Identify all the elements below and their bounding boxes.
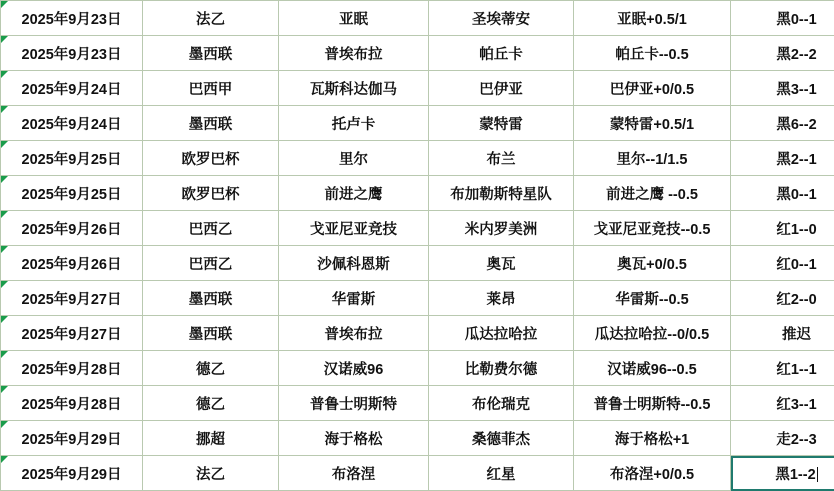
cell-result: 红0--1: [731, 246, 834, 281]
cell-handicap: 亚眠+0.5/1: [574, 1, 731, 36]
cell-result: 走2--3: [731, 421, 834, 456]
cell-result: 黑0--1: [731, 1, 834, 36]
cell-handicap: 巴伊亚+0/0.5: [574, 71, 731, 106]
cell-away-team: 红星: [429, 456, 574, 491]
cell-result: 黑2--2: [731, 36, 834, 71]
cell-result: 黑0--1: [731, 176, 834, 211]
cell-result: 红1--0: [731, 211, 834, 246]
table-row[interactable]: [1, 316, 834, 351]
cell-league: 巴西乙: [143, 246, 279, 281]
cell-home-team: 普埃布拉: [279, 316, 429, 351]
cell-result: 红2--0: [731, 281, 834, 316]
table-row[interactable]: [1, 421, 834, 456]
text-caret: [817, 467, 818, 482]
table-row[interactable]: [1, 1, 834, 36]
table-row[interactable]: [1, 281, 834, 316]
cell-handicap: 里尔--1/1.5: [574, 141, 731, 176]
table-body: [1, 1, 834, 491]
cell-date: 2025年9月28日: [1, 351, 143, 386]
cell-result: 红1--1: [731, 351, 834, 386]
cell-away-team: 布兰: [429, 141, 574, 176]
cell-home-team: 瓦斯科达伽马: [279, 71, 429, 106]
cell-away-team: 帕丘卡: [429, 36, 574, 71]
cell-date: 2025年9月27日: [1, 316, 143, 351]
cell-handicap: 奥瓦+0/0.5: [574, 246, 731, 281]
cell-result: 黑2--1: [731, 141, 834, 176]
table-row[interactable]: [1, 211, 834, 246]
cell-league: 欧罗巴杯: [143, 141, 279, 176]
cell-league: 墨西联: [143, 316, 279, 351]
cell-league: 墨西联: [143, 106, 279, 141]
cell-home-team: 布洛涅: [279, 456, 429, 491]
cell-away-team: 莱昂: [429, 281, 574, 316]
cell-handicap: 汉诺威96--0.5: [574, 351, 731, 386]
cell-home-team: 戈亚尼亚竞技: [279, 211, 429, 246]
cell-handicap: 戈亚尼亚竞技--0.5: [574, 211, 731, 246]
table-row[interactable]: [1, 71, 834, 106]
cell-home-team: 华雷斯: [279, 281, 429, 316]
cell-away-team: 米内罗美洲: [429, 211, 574, 246]
cell-result: 红3--1: [731, 386, 834, 421]
cell-handicap: 瓜达拉哈拉--0/0.5: [574, 316, 731, 351]
cell-league: 德乙: [143, 386, 279, 421]
cell-away-team: 比勒费尔德: [429, 351, 574, 386]
table-row[interactable]: [1, 246, 834, 281]
cell-league: 巴西乙: [143, 211, 279, 246]
cell-date: 2025年9月23日: [1, 36, 143, 71]
cell-date: 2025年9月24日: [1, 71, 143, 106]
cell-date: 2025年9月24日: [1, 106, 143, 141]
cell-home-team: 里尔: [279, 141, 429, 176]
cell-date: 2025年9月29日: [1, 456, 143, 491]
cell-home-team: 沙佩科恩斯: [279, 246, 429, 281]
table-row[interactable]: [1, 36, 834, 71]
cell-away-team: 瓜达拉哈拉: [429, 316, 574, 351]
cell-date: 2025年9月27日: [1, 281, 143, 316]
cell-league: 墨西联: [143, 281, 279, 316]
table-row[interactable]: [1, 176, 834, 211]
table-row[interactable]: [1, 456, 834, 491]
cell-league: 法乙: [143, 456, 279, 491]
cell-away-team: 圣埃蒂安: [429, 1, 574, 36]
cell-handicap: 华雷斯--0.5: [574, 281, 731, 316]
cell-home-team: 汉诺威96: [279, 351, 429, 386]
table-row[interactable]: [1, 351, 834, 386]
cell-away-team: 布加勒斯特星队: [429, 176, 574, 211]
cell-home-team: 普埃布拉: [279, 36, 429, 71]
cell-result: 黑3--1: [731, 71, 834, 106]
cell-home-team: 托卢卡: [279, 106, 429, 141]
cell-league: 法乙: [143, 1, 279, 36]
cell-handicap: 蒙特雷+0.5/1: [574, 106, 731, 141]
table-row[interactable]: [1, 106, 834, 141]
cell-home-team: 前进之鹰: [279, 176, 429, 211]
cell-date: 2025年9月25日: [1, 141, 143, 176]
cell-result: 黑1--2: [731, 456, 834, 491]
cell-away-team: 布伦瑞克: [429, 386, 574, 421]
cell-league: 欧罗巴杯: [143, 176, 279, 211]
cell-result: 黑6--2: [731, 106, 834, 141]
cell-away-team: 桑德菲杰: [429, 421, 574, 456]
cell-date: 2025年9月26日: [1, 211, 143, 246]
cell-date: 2025年9月26日: [1, 246, 143, 281]
cell-date: 2025年9月28日: [1, 386, 143, 421]
cell-away-team: 奥瓦: [429, 246, 574, 281]
cell-handicap: 布洛涅+0/0.5: [574, 456, 731, 491]
cell-league: 德乙: [143, 351, 279, 386]
cell-handicap: 前进之鹰 --0.5: [574, 176, 731, 211]
cell-home-team: 亚眠: [279, 1, 429, 36]
cell-date: 2025年9月25日: [1, 176, 143, 211]
cell-league: 挪超: [143, 421, 279, 456]
cell-home-team: 普鲁士明斯特: [279, 386, 429, 421]
cell-handicap: 普鲁士明斯特--0.5: [574, 386, 731, 421]
cell-home-team: 海于格松: [279, 421, 429, 456]
table-row[interactable]: [1, 141, 834, 176]
cell-league: 巴西甲: [143, 71, 279, 106]
cell-date: 2025年9月23日: [1, 1, 143, 36]
table-row[interactable]: [1, 386, 834, 421]
cell-away-team: 巴伊亚: [429, 71, 574, 106]
cell-away-team: 蒙特雷: [429, 106, 574, 141]
cell-date: 2025年9月29日: [1, 421, 143, 456]
cell-league: 墨西联: [143, 36, 279, 71]
cell-handicap: 帕丘卡--0.5: [574, 36, 731, 71]
cell-handicap: 海于格松+1: [574, 421, 731, 456]
cell-result: 推迟: [731, 316, 834, 351]
